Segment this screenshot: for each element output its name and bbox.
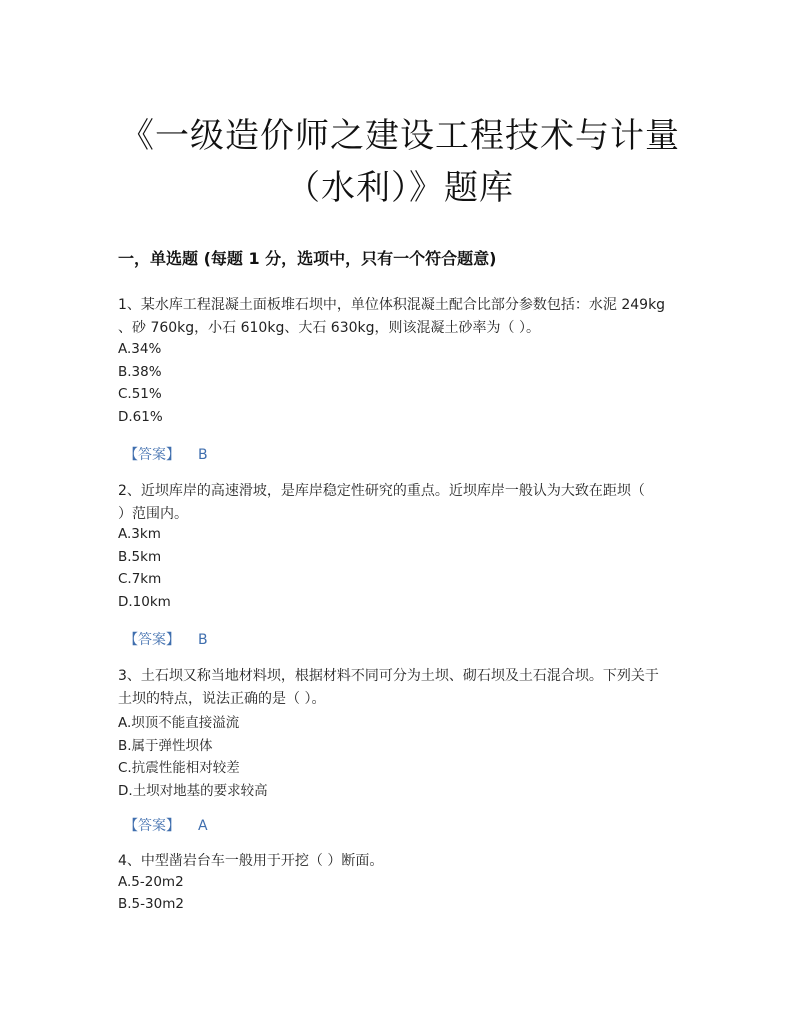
document-title-line-2: （水利）》题库 (286, 168, 514, 208)
question-4-option-a: A.5-20m2 (118, 874, 184, 890)
answer-value: B (198, 632, 208, 648)
question-3-option-c: C.抗震性能相对较差 (118, 760, 240, 776)
question-1-option-c: C.51% (118, 386, 162, 402)
question-stem-line: 土坝的特点，说法正确的是（ ）。 (118, 691, 326, 707)
question-2-option-d: D.10km (118, 594, 171, 610)
question-stem-line: ）范围内。 (118, 506, 188, 522)
question-1-answer (124, 444, 208, 464)
question-4-option-b: B.5-30m2 (118, 896, 184, 912)
question-stem-line: 1、某水库工程混凝土面板堆石坝中，单位体积混凝土配合比部分参数包括：水泥 249kg (118, 297, 666, 313)
answer-value: B (198, 447, 208, 463)
question-stem-line: 4、中型凿岩台车一般用于开挖（ ）断面。 (118, 853, 384, 869)
question-2-answer (124, 629, 208, 649)
question-stem-line: 2、近坝库岸的高速滑坡，是库岸稳定性研究的重点。近坝库岸一般认为大致在距坝（ (118, 483, 645, 499)
question-1-option-b: B.38% (118, 364, 162, 380)
question-3-answer (124, 815, 208, 835)
question-1-option-a: A.34% (118, 341, 162, 357)
question-2-option-b: B.5km (118, 549, 162, 565)
question-stem-line: 3、土石坝又称当地材料坝，根据材料不同可分为土坝、砌石坝及土石混合坝。下列关于 (118, 668, 659, 684)
question-3-stem (118, 665, 678, 711)
question-1-stem (118, 294, 678, 340)
answer-value: A (198, 818, 208, 834)
question-2-option-c: C.7km (118, 571, 162, 587)
answer-label: 【答案】 (124, 447, 180, 463)
section-heading: 一，单选题 (每题 1 分，选项中，只有一个符合题意) (118, 249, 497, 268)
answer-label: 【答案】 (124, 818, 180, 834)
question-4-stem (118, 850, 678, 873)
question-2-stem (118, 480, 678, 526)
question-3-option-a: A.坝顶不能直接溢流 (118, 715, 240, 731)
question-3-option-d: D.土坝对地基的要求较高 (118, 783, 268, 799)
question-1-option-d: D.61% (118, 409, 163, 425)
document-title-line-1: 《一级造价师之建设工程技术与计量 (120, 116, 680, 156)
question-stem-line: 、砂 760kg，小石 610kg、大石 630kg，则该混凝土砂率为（ ）。 (118, 320, 540, 336)
answer-label: 【答案】 (124, 632, 180, 648)
question-3-option-b: B.属于弹性坝体 (118, 738, 213, 754)
question-2-option-a: A.3km (118, 526, 161, 542)
